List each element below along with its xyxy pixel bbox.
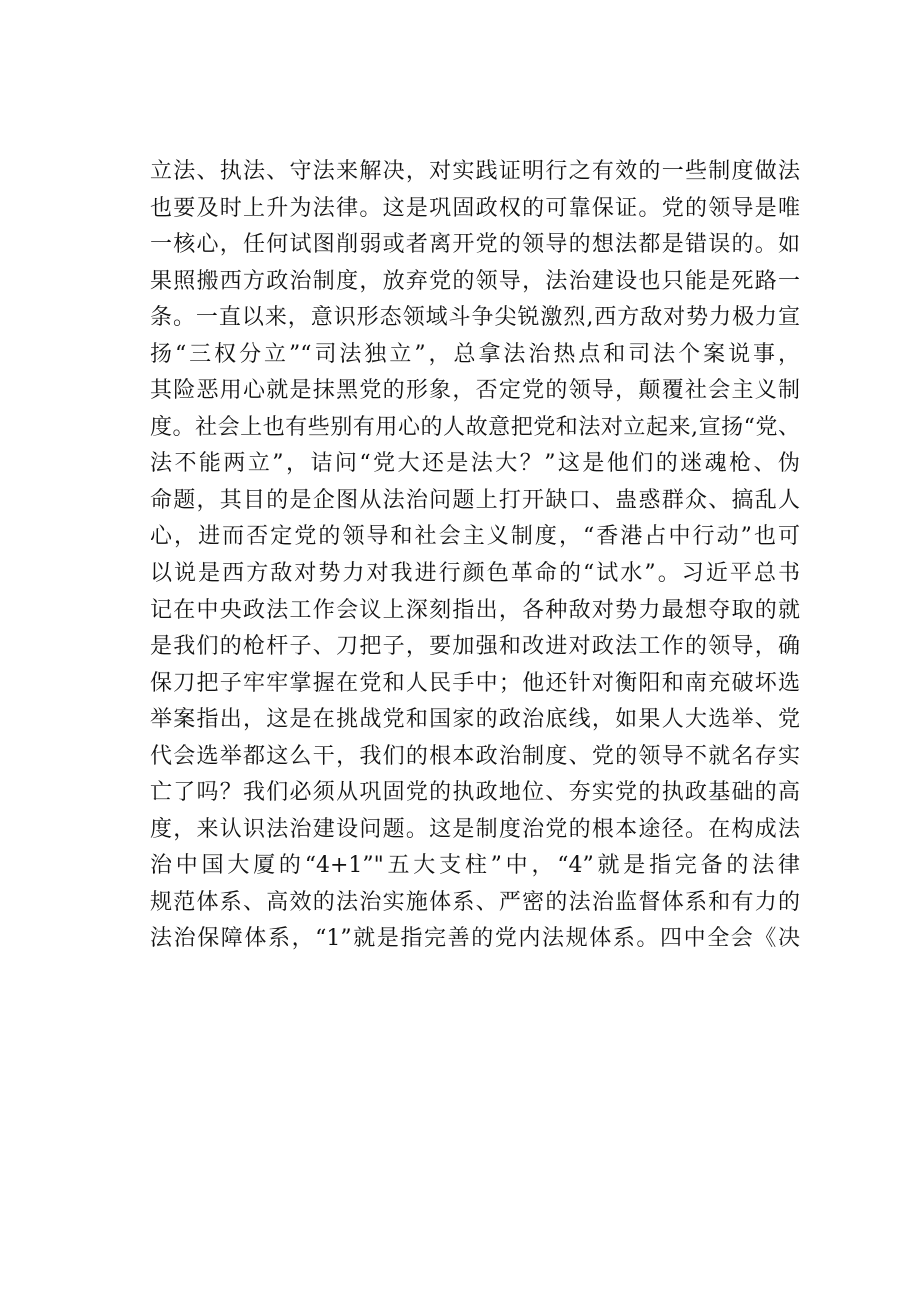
text-line-6: 扬“三权分立”“司法独立”，总拿法治热点和司法个案说事， xyxy=(150,341,800,367)
text-line-1: 立法、执法、守法来解决，对实践证明行之有效的一些制度做法 xyxy=(150,159,800,184)
text-line-12: 以说是西方敌对势力对我进行颜色革命的“试水”。习近平总书 xyxy=(150,561,800,587)
text-line-19: 度，来认识法治建设问题。这是制度治党的根本途径。在构成法 xyxy=(150,816,800,842)
text-line-13: 记在中央政法工作会议上深刻指出，各种敌对势力最想夺取的就 xyxy=(150,597,800,623)
text-line-8: 度。社会上也有些别有用心的人故意把党和法对立起来,宣扬“党、 xyxy=(150,414,800,440)
text-line-5: 条。一直以来，意识形态领域斗争尖锐激烈,西方敌对势力极力宣 xyxy=(150,305,800,331)
text-line-14: 是我们的枪杆子、刀把子，要加强和改进对政法工作的领导，确 xyxy=(150,634,800,660)
text-line-9: 法不能两立”，诘问“党大还是法大？”这是他们的迷魂枪、伪 xyxy=(150,451,800,477)
text-line-2: 也要及时上升为法律。这是巩固政权的可靠保证。党的领导是唯 xyxy=(150,195,800,221)
text-line-20: 治中国大厦的“4+1”"五大支柱”中，“4”就是指完备的法律 xyxy=(150,853,800,879)
text-line-16: 举案指出，这是在挑战党和国家的政治底线，如果人大选举、党 xyxy=(150,707,800,733)
text-line-17: 代会选举都这么干，我们的根本政治制度、党的领导不就名存实 xyxy=(150,743,800,769)
text-line-22: 法治保障体系，“1”就是指完善的党内法规体系。四中全会《决 xyxy=(150,926,800,952)
body-text xyxy=(150,154,800,958)
text-line-21: 规范体系、高效的法治实施体系、严密的法治监督体系和有力的 xyxy=(150,889,800,915)
text-line-18: 亡了吗？我们必须从巩固党的执政地位、夯实党的执政基础的高 xyxy=(150,780,800,806)
text-line-10: 命题，其目的是企图从法治问题上打开缺口、蛊惑群众、搞乱人 xyxy=(150,487,800,513)
text-line-7: 其险恶用心就是抹黑党的形象，否定党的领导，颠覆社会主义制 xyxy=(150,378,800,404)
text-line-4: 果照搬西方政治制度，放弃党的领导，法治建设也只能是死路一 xyxy=(150,268,800,294)
text-line-11: 心，进而否定党的领导和社会主义制度，“香港占中行动”也可 xyxy=(150,524,800,550)
text-line-15: 保刀把子牢牢掌握在党和人民手中；他还针对衡阳和南充破坏选 xyxy=(150,670,800,696)
text-line-3: 一核心，任何试图削弱或者离开党的领导的想法都是错误的。如 xyxy=(150,232,800,258)
